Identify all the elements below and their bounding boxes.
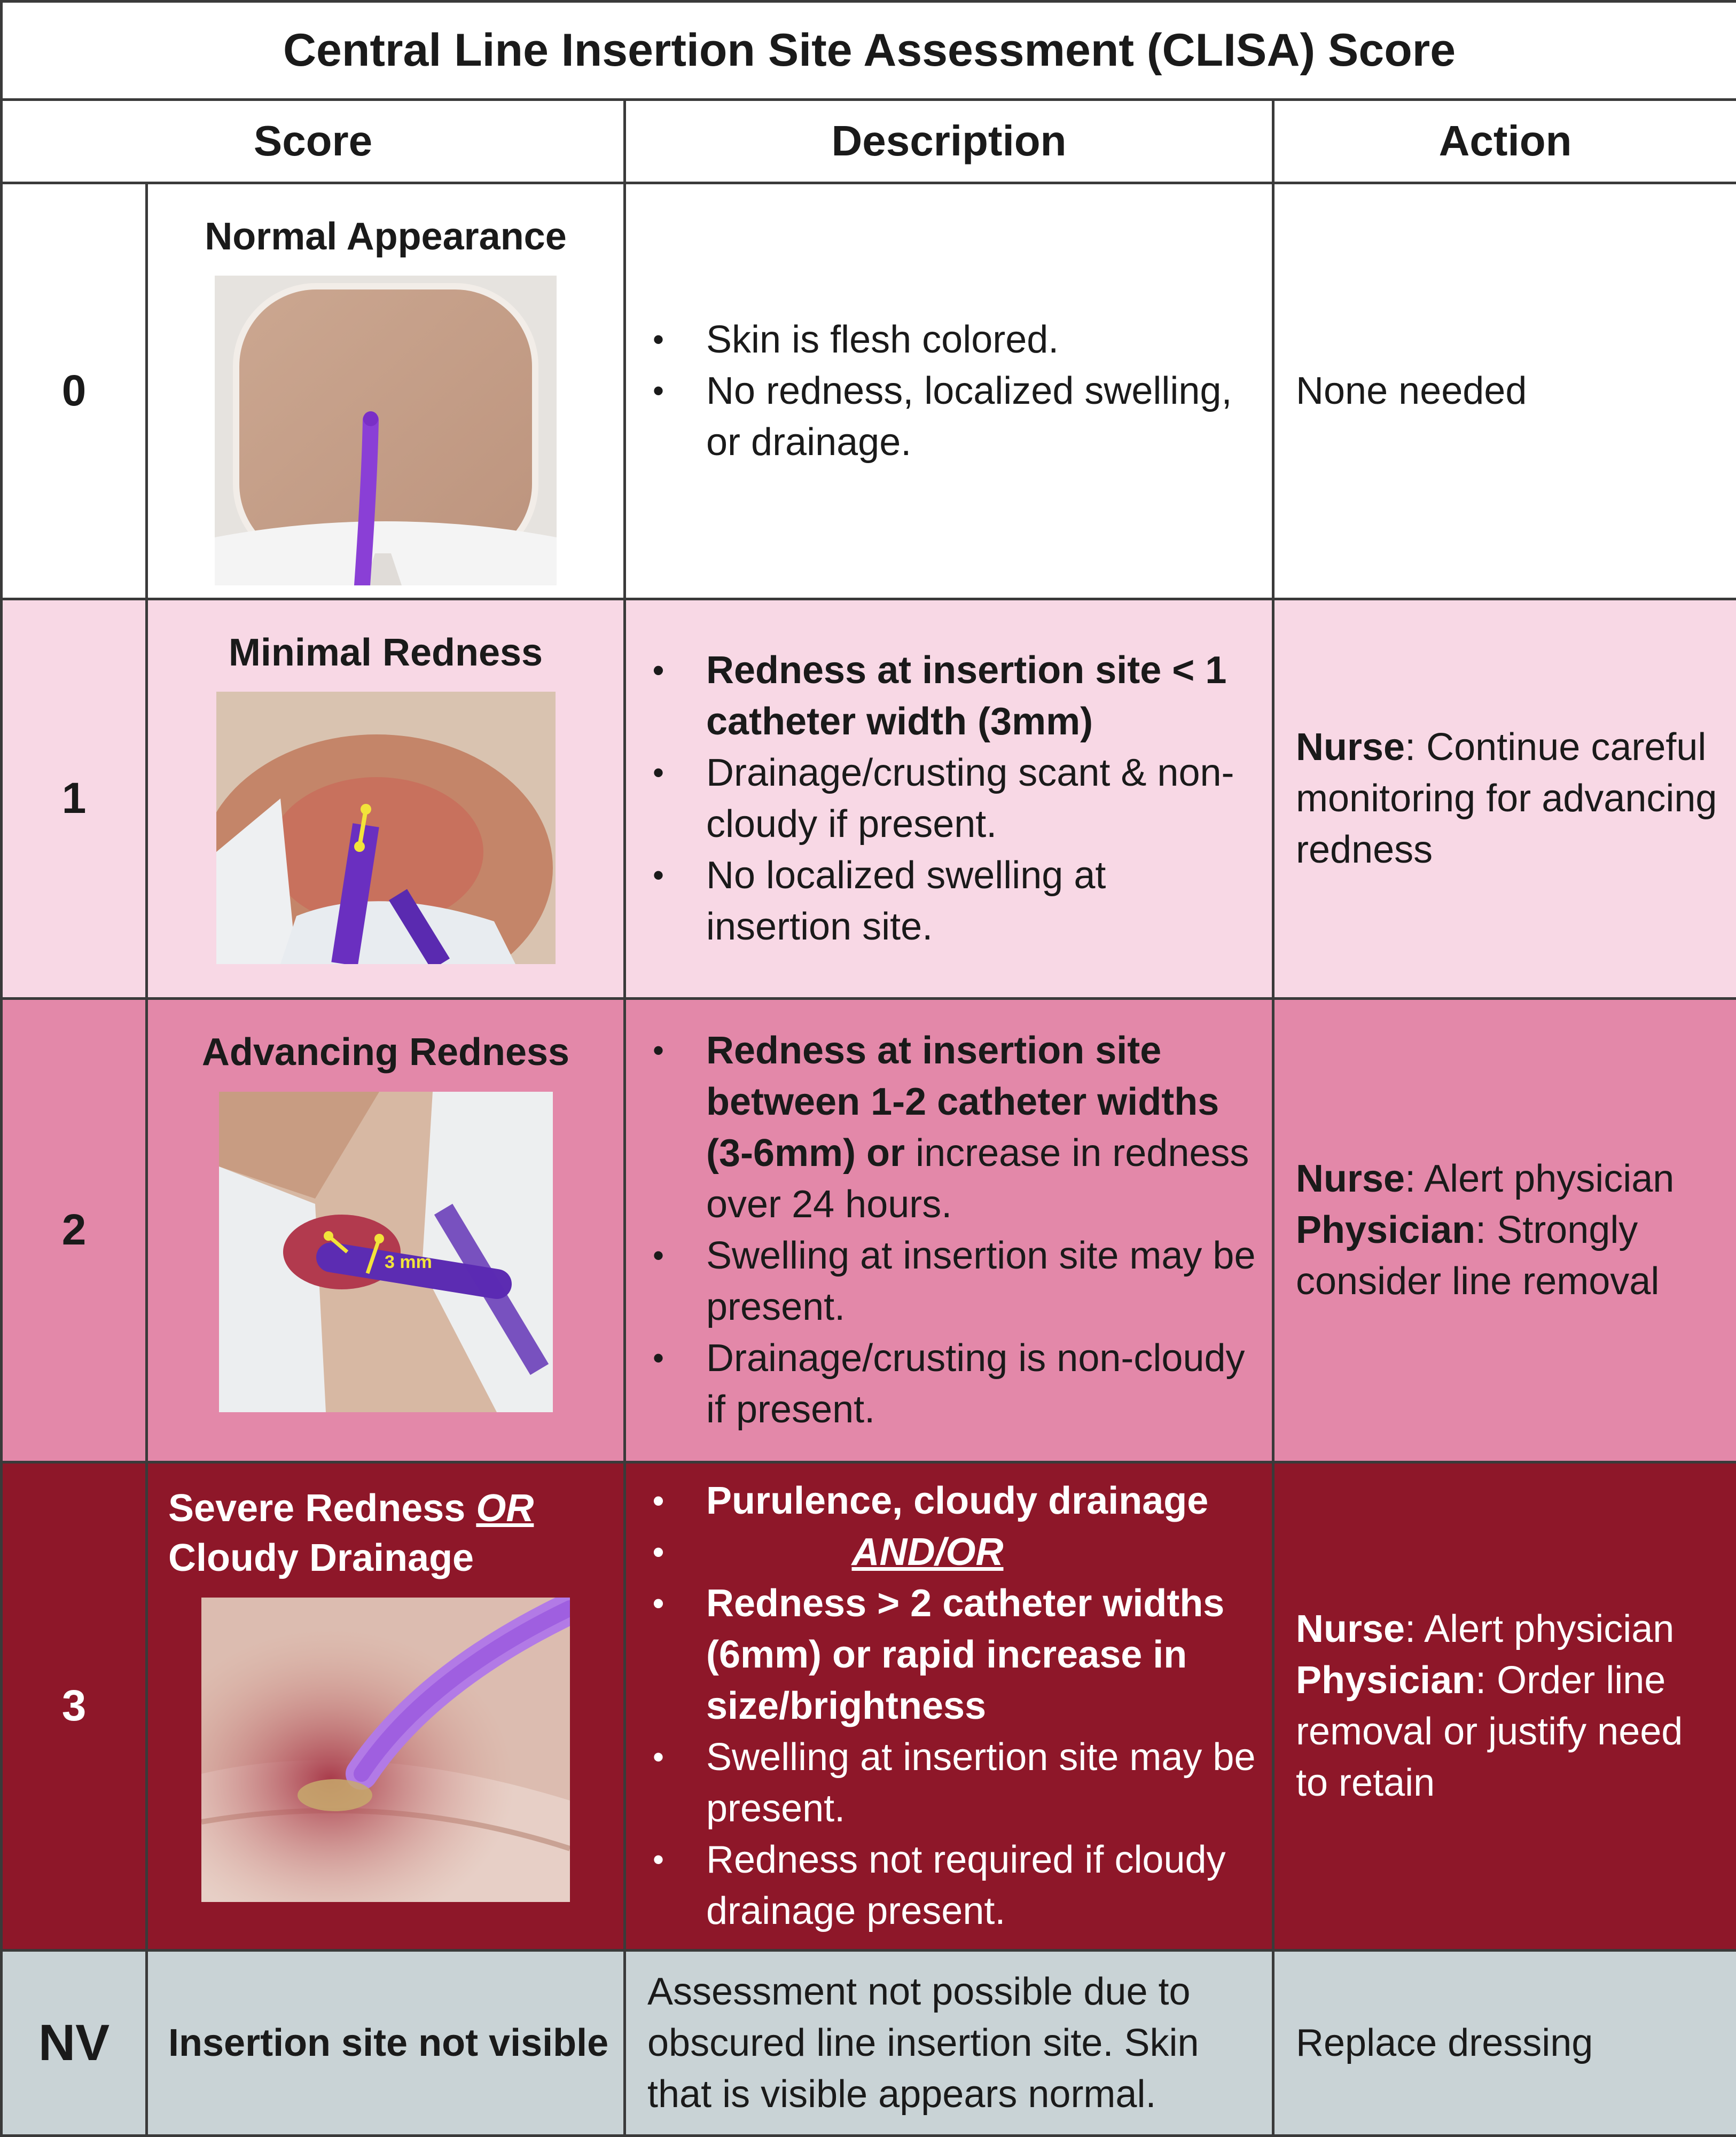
description-item-bold: • Redness at insertion site < 1 catheter width (3mm) [626,645,1256,747]
score-label: Minimal Redness [228,631,543,674]
header-score: Score [2,99,625,183]
description-item-bold: • Purulence, cloudy drainage [626,1475,1256,1527]
table-row-score-nv [2,1951,1736,2136]
minimal-redness-photo [216,692,556,964]
description-item: • Redness not required if cloudy drainage present. [626,1834,1256,1937]
score-value: 3 [2,1462,147,1951]
description-item: • Swelling at insertion site may be present. [626,1230,1256,1333]
score-value: NV [2,1951,147,2136]
score-value: 2 [2,999,147,1462]
action-text: : Strongly consider line removal [1296,1209,1660,1303]
description-item: • Swelling at insertion site may be present. [626,1732,1256,1834]
action-text: : Alert physician [1405,1157,1675,1201]
description-item-bold: Redness at insertion site between 1-2 catheter widths (3-6mm) or [706,1029,1219,1175]
action-text: : Order line removal or justify need to retain [1296,1659,1683,1805]
normal-site-photo [215,276,557,585]
and-or-connector: • AND/OR [851,1531,1004,1574]
score-value: 0 [2,183,147,599]
action-role: Nurse [1296,726,1405,769]
action-text: : Alert physician [1405,1608,1675,1651]
description-item: • No localized swelling at insertion site. [626,850,1256,952]
action-role: Physician [1296,1209,1476,1252]
photo-measure-caption: 3 mm [384,1251,432,1272]
description-item-bold: • Redness > 2 catheter widths (6mm) or rapid increase in size/brightness [626,1578,1256,1732]
table-row-score-1 [2,599,1736,999]
header-action: Action [1273,99,1736,183]
severe-redness-photo [201,1598,570,1902]
description-item: • Skin is flesh colored. [626,314,1256,365]
description-item: • Drainage/crusting is non-cloudy if present. [626,1333,1256,1435]
action-role: Nurse [1296,1608,1405,1651]
action-role: Physician [1296,1659,1476,1702]
description-text: Assessment not possible due to obscured line insertion site. Skin that is visible appears normal. [625,1951,1273,2136]
description-item: • Drainage/crusting scant & non-cloudy if present. [626,747,1256,850]
table-row-score-2 [2,999,1736,1462]
header-description: Description [625,99,1273,183]
table-title: Central Line Insertion Site Assessment (CLISA) Score [2,2,1736,100]
action-text: : Continue careful monitoring for advancing redness [1296,726,1717,872]
score-label: Advancing Redness [201,1031,570,1074]
score-label: Insertion site not visible [147,1951,625,2136]
action-text: None needed [1273,183,1736,599]
score-label: Severe Redness OR Cloudy Drainage [168,1486,534,1580]
advancing-redness-photo [219,1092,553,1412]
score-label: Normal Appearance [205,215,567,258]
table-row-score-3 [2,1462,1736,1951]
score-value: 1 [2,599,147,999]
description-item: increase in redness over 24 hours. [706,1132,1249,1226]
action-role: Nurse [1296,1157,1405,1201]
description-item: • No redness, localized swelling, or drainage. [626,365,1256,468]
action-text: Replace dressing [1273,1951,1736,2136]
table-row-score-0 [2,183,1736,599]
